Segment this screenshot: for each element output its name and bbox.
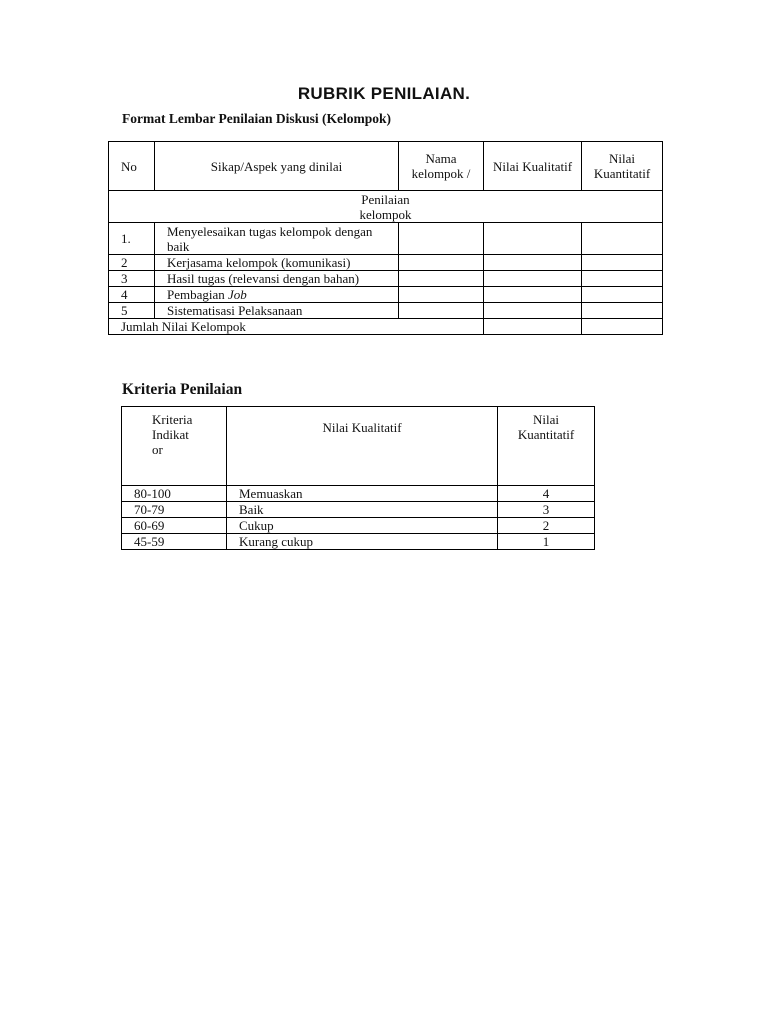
assessment-table [108,141,663,335]
row-aspect-italic: Job [228,287,247,302]
quantitative-cell[interactable] [582,303,663,319]
quantitative-cell[interactable] [582,223,663,255]
total-qualitative-cell[interactable] [484,319,582,335]
section-label-text: Penilaian kelompok [359,191,412,222]
header-quantitative: Nilai Kuantitatif [582,142,663,191]
criteria-row [122,518,595,534]
row-no: 1. [109,223,155,255]
qualitative-cell[interactable] [484,223,582,255]
header-aspect: Sikap/Aspek yang dinilai [155,142,399,191]
row-aspect-prefix: Pembagian [167,287,229,302]
quantitative-cell[interactable] [582,255,663,271]
criteria-row [122,502,595,518]
table-subtitle: Format Lembar Penilaian Diskusi (Kelompok) [122,111,392,126]
row-no: 4 [109,287,155,303]
criteria-table [121,406,595,550]
criteria-quantitative: 1 [498,534,595,550]
header-qualitative: Nilai Kualitatif [484,142,582,191]
row-aspect: Kerjasama kelompok (komunikasi) [155,255,399,271]
qualitative-cell[interactable] [484,255,582,271]
criteria-range: 70-79 [122,502,227,518]
table-row [109,223,663,255]
criteria-range: 60-69 [122,518,227,534]
page-title: RUBRIK PENILAIAN. [297,84,471,103]
total-label: Jumlah Nilai Kelompok [109,319,484,335]
row-aspect [155,287,399,303]
group-name-cell[interactable] [399,223,484,255]
row-no: 2 [109,255,155,271]
header-indicator-text: Kriteria Indikator [152,412,193,457]
table-row [109,287,663,303]
criteria-quantitative: 2 [498,518,595,534]
total-quantitative-cell[interactable] [582,319,663,335]
row-no: 3 [109,271,155,287]
header-quantitative [498,407,595,486]
header-no: No [109,142,155,191]
table-row [109,271,663,287]
row-no: 5 [109,303,155,319]
table-header-row [109,142,663,191]
table-row [109,303,663,319]
total-row [109,319,663,335]
header-group-name: Nama kelompok / [399,142,484,191]
criteria-row [122,534,595,550]
criteria-qualitative: Memuaskan [227,486,498,502]
criteria-header-row [122,407,595,486]
qualitative-cell[interactable] [484,271,582,287]
criteria-quantitative: 4 [498,486,595,502]
header-quantitative-text: Nilai Kuantitatif [517,412,575,442]
row-aspect: Menyelesaikan tugas kelompok dengan baik [155,223,399,255]
table-row [109,255,663,271]
row-aspect: Hasil tugas (relevansi dengan bahan) [155,271,399,287]
criteria-qualitative: Baik [227,502,498,518]
group-name-cell[interactable] [399,303,484,319]
row-aspect: Sistematisasi Pelaksanaan [155,303,399,319]
criteria-qualitative: Cukup [227,518,498,534]
criteria-row [122,486,595,502]
header-indicator [122,407,227,486]
criteria-range: 45-59 [122,534,227,550]
header-qualitative: Nilai Kualitatif [227,407,498,486]
group-name-cell[interactable] [399,287,484,303]
group-name-cell[interactable] [399,271,484,287]
qualitative-cell[interactable] [484,303,582,319]
section-label [109,191,663,223]
group-name-cell[interactable] [399,255,484,271]
quantitative-cell[interactable] [582,287,663,303]
section-row [109,191,663,223]
criteria-quantitative: 3 [498,502,595,518]
qualitative-cell[interactable] [484,287,582,303]
criteria-title: Kriteria Penilaian [122,381,243,398]
quantitative-cell[interactable] [582,271,663,287]
criteria-qualitative: Kurang cukup [227,534,498,550]
criteria-range: 80-100 [122,486,227,502]
